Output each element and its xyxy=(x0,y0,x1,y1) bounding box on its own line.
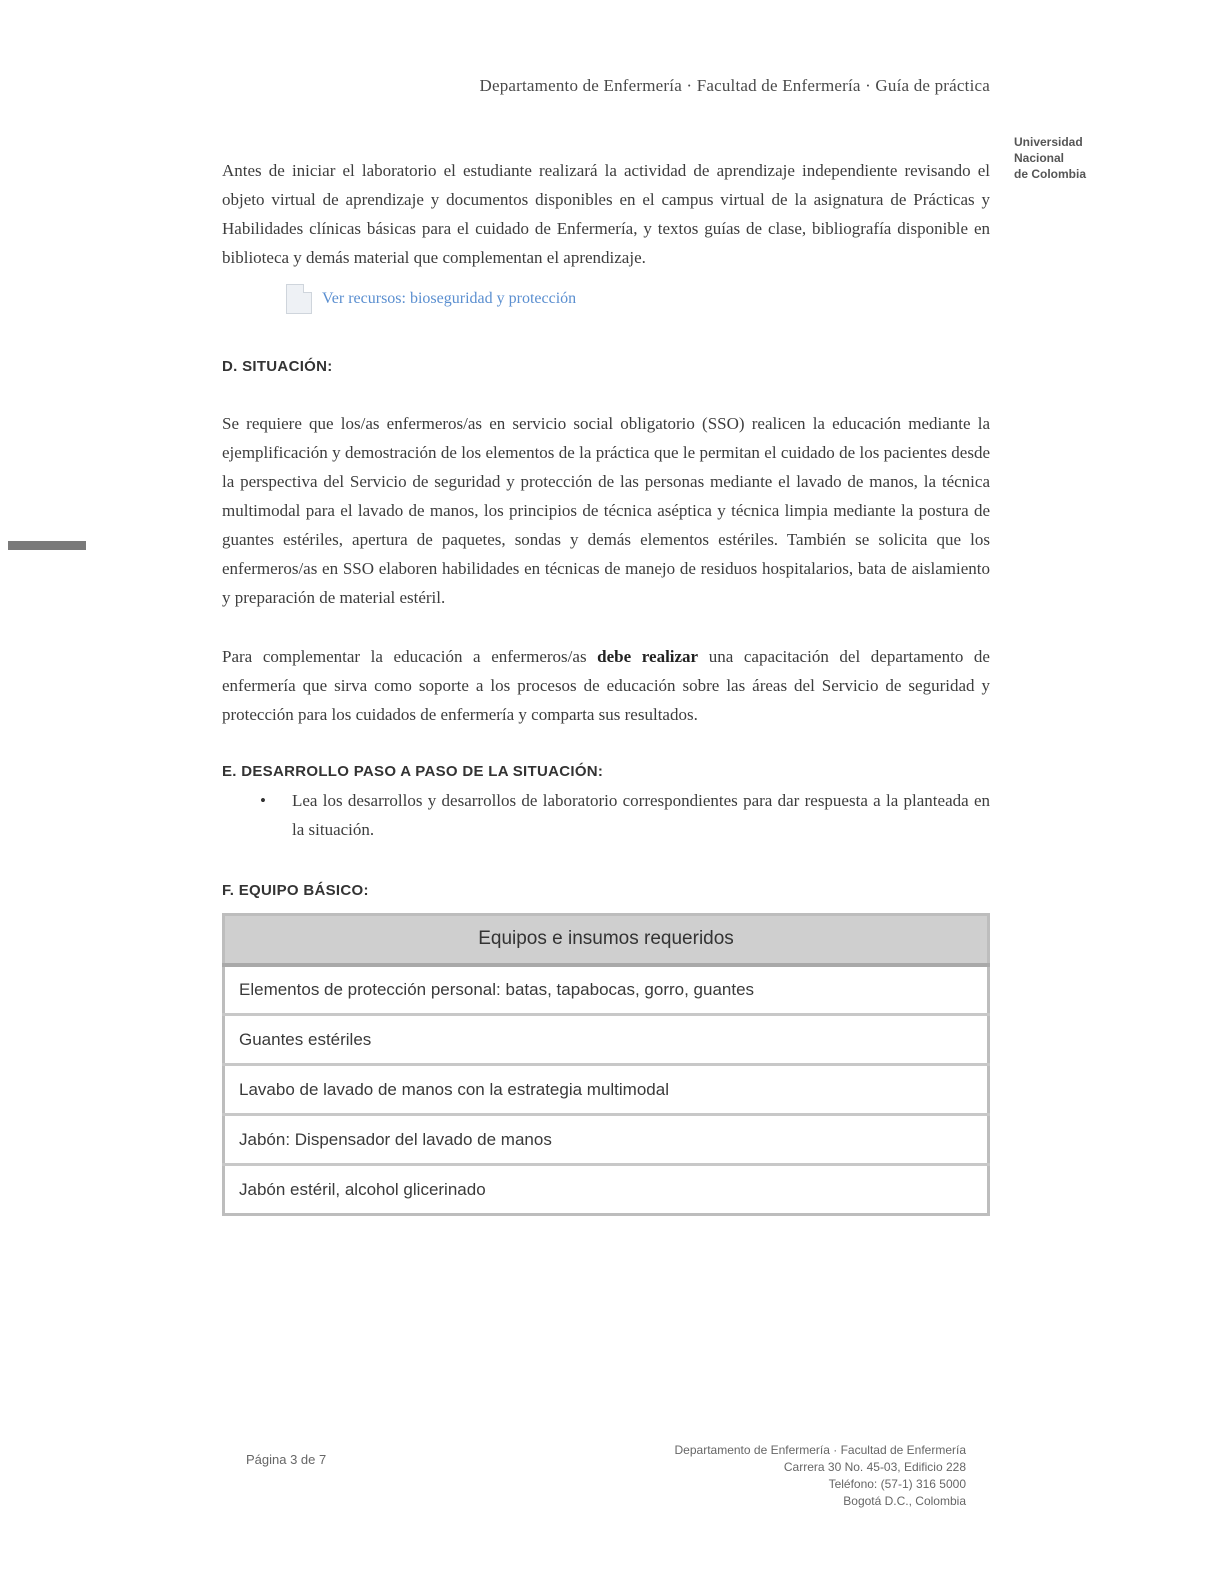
attachment-label[interactable]: Ver recursos: bioseguridad y protección xyxy=(322,290,577,307)
footer-address-line-4: Bogotá D.C., Colombia xyxy=(843,1494,966,1508)
table-header-row xyxy=(224,915,989,965)
table-row xyxy=(224,1065,989,1115)
table-cell: Jabón: Dispensador del lavado de manos xyxy=(224,1115,989,1165)
table-row xyxy=(224,965,989,1015)
table-cell: Elementos de protección personal: batas, tapabocas, gorro, guantes xyxy=(224,965,989,1015)
footer-address-line-2: Carrera 30 No. 45-03, Edificio 228 xyxy=(783,1460,966,1474)
institution-line-1: Universidad xyxy=(1014,135,1083,149)
footer-address-line-3: Teléfono: (57-1) 316 5000 xyxy=(828,1477,966,1491)
list-item: • Lea los desarrollos y desarrollos de laboratorio correspondientes para dar respuesta a la planteada en la situación. xyxy=(222,786,990,844)
margin-mark xyxy=(8,541,86,550)
desarrollo-list xyxy=(222,786,990,844)
institution-logo-text xyxy=(1014,134,1114,182)
situacion-paragraph-2-emphasis: debe realizar xyxy=(597,647,699,666)
desarrollo-heading: E. DESARROLLO PASO A PASO DE LA SITUACIÓN: xyxy=(222,763,604,780)
running-header: Departamento de Enfermería · Facultad de Enfermería · Guía de práctica xyxy=(479,76,990,95)
situacion-paragraph-2 xyxy=(222,642,990,729)
page-content xyxy=(222,156,990,1216)
table-row xyxy=(224,1115,989,1165)
document-icon xyxy=(286,284,312,314)
table-header: Equipos e insumos requeridos xyxy=(224,915,989,965)
table-row xyxy=(224,1015,989,1065)
table-cell: Guantes estériles xyxy=(224,1015,989,1065)
footer-address-line-1: Departamento de Enfermería · Facultad de Enfermería xyxy=(674,1443,966,1457)
table-row xyxy=(224,1165,989,1215)
institution-line-3: de Colombia xyxy=(1014,167,1087,181)
page-number: Página 3 de 7 xyxy=(246,1452,327,1467)
situacion-paragraph-2-start: Para complementar la educación a enfermeros/as xyxy=(222,647,598,666)
intro-paragraph: Antes de iniciar el laboratorio el estudiante realizará la actividad de aprendizaje independiente revisando el objeto virtual de aprendizaje y documentos disponibles en el campus virtual de la asignatura de Prácticas y Habilidades clínicas básicas para el cuidado de Enfermería, y textos guías de clase, bibliografía disponible en biblioteca y demás material que complementan el aprendizaje. xyxy=(222,161,990,267)
table-cell: Jabón estéril, alcohol glicerinado xyxy=(224,1165,989,1215)
situacion-paragraph-2-end: una capacitación del departamento de enfermería que sirva como soporte a los procesos de educación sobre las áreas del Servicio de seguridad y protección para los cuidados de enfermería y comparta sus resultados. xyxy=(222,647,990,724)
situacion-paragraph-1: Se requiere que los/as enfermeros/as en servicio social obligatorio (SSO) realicen la educación mediante la ejemplificación y demostración de los elementos de la práctica que le permitan el cuidado de los pacientes desde la perspectiva del Servicio de seguridad y protección de las personas mediante el lavado de manos, la técnica multimodal para el lavado de manos, los principios de técnica aséptica y técnica limpia mediante la postura de guantes estériles, apertura de paquetes, sondas y demás elementos estériles. También se solicita que los enfermeros/as en SSO elaboren habilidades en técnicas de manejo de residuos hospitalarios, bata de aislamiento y preparación de material estéril. xyxy=(222,414,990,607)
institution-line-2: Nacional xyxy=(1014,151,1065,165)
equipment-table xyxy=(222,913,990,1216)
footer-address xyxy=(606,1442,966,1510)
attachment-link[interactable] xyxy=(286,284,990,314)
equipo-heading: F. EQUIPO BÁSICO: xyxy=(222,882,369,899)
table-cell: Lavabo de lavado de manos con la estrategia multimodal xyxy=(224,1065,989,1115)
situacion-heading: D. SITUACIÓN: xyxy=(222,358,333,375)
